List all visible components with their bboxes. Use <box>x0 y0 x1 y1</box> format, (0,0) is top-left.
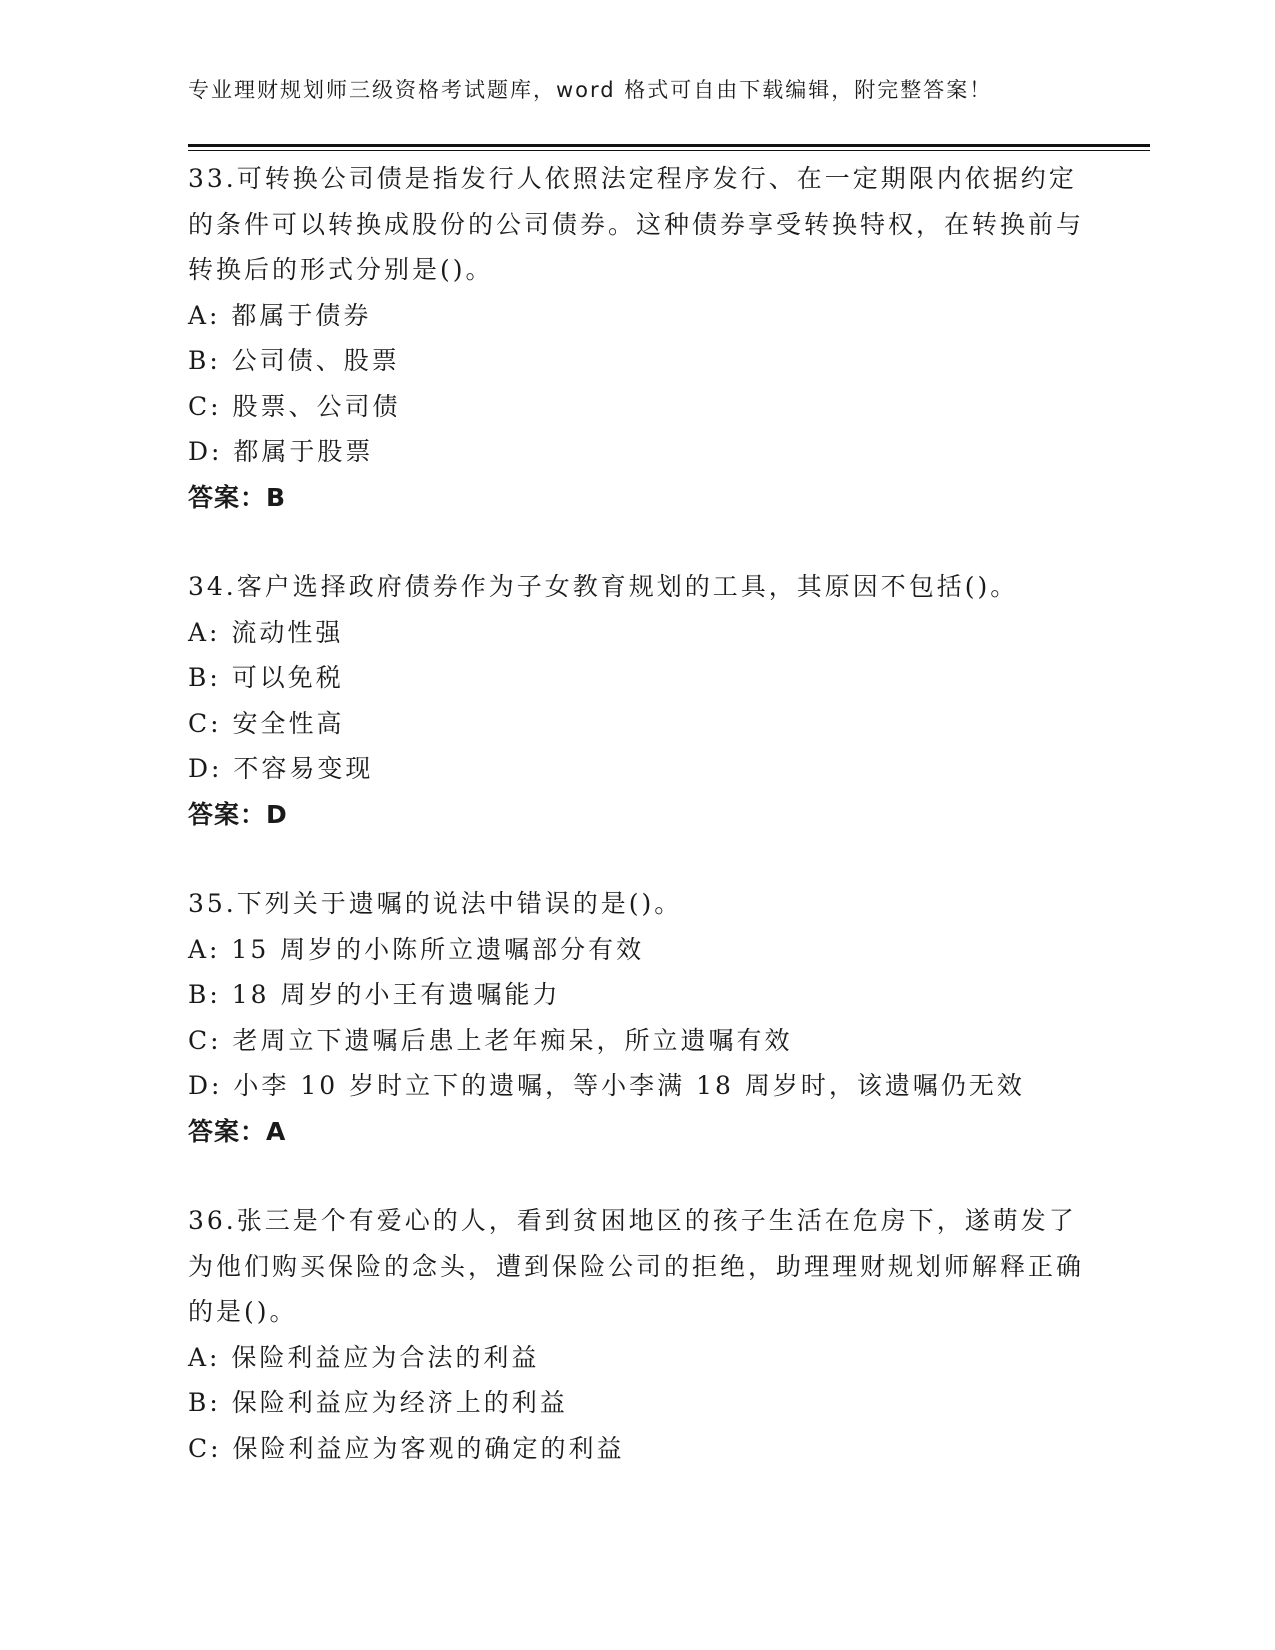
option-c: C: 安全性高 <box>188 708 345 738</box>
question-stem: 33.可转换公司债是指发行人依照法定程序发行、在一定期限内依据约定的条件可以转换成股份的公司债券。这种债券享受转换特权，在转换前与转换后的形式分别是()。 <box>188 164 1085 284</box>
option-d: D: 小李 10 岁时立下的遗嘱，等小李满 18 周岁时，该遗嘱仍无效 <box>188 1071 1025 1100</box>
question-35 <box>188 881 1088 1154</box>
answer-line: 答案：D <box>188 799 288 829</box>
answer-line: 答案：A <box>188 1116 287 1146</box>
option-c: C: 保险利益应为客观的确定的利益 <box>188 1433 625 1463</box>
answer-line: 答案：B <box>188 482 287 512</box>
question-stem: 34.客户选择政府债券作为子女教育规划的工具，其原因不包括()。 <box>188 572 1019 601</box>
option-c: C: 股票、公司债 <box>188 391 401 421</box>
question-list <box>188 156 1088 1471</box>
option-b: B: 保险利益应为经济上的利益 <box>188 1388 568 1417</box>
option-c: C: 老周立下遗嘱后患上老年痴呆，所立遗嘱有效 <box>188 1025 793 1055</box>
option-b: B: 18 周岁的小王有遗嘱能力 <box>188 980 561 1009</box>
option-a: A: 流动性强 <box>188 617 344 647</box>
question-34 <box>188 564 1088 837</box>
question-stem: 36.张三是个有爱心的人，看到贫困地区的孩子生活在危房下，遂萌发了为他们购买保险的念头，遭到保险公司的拒绝，助理理财规划师解释正确的是()。 <box>188 1206 1085 1326</box>
option-b: B: 公司债、股票 <box>188 346 400 375</box>
question-33 <box>188 156 1088 520</box>
question-36 <box>188 1198 1088 1471</box>
question-stem: 35.下列关于遗嘱的说法中错误的是()。 <box>188 889 683 918</box>
header-rule-thin <box>188 150 1150 151</box>
option-d: D: 都属于股票 <box>188 437 374 466</box>
option-b: B: 可以免税 <box>188 663 344 692</box>
header-rule-thick <box>188 144 1150 147</box>
page-header: 专业理财规划师三级资格考试题库，word 格式可自由下载编辑，附完整答案！ <box>188 78 993 102</box>
option-a: A: 都属于债券 <box>188 300 372 330</box>
option-d: D: 不容易变现 <box>188 754 374 783</box>
option-a: A: 15 周岁的小陈所立遗嘱部分有效 <box>188 934 645 964</box>
option-a: A: 保险利益应为合法的利益 <box>188 1342 540 1372</box>
